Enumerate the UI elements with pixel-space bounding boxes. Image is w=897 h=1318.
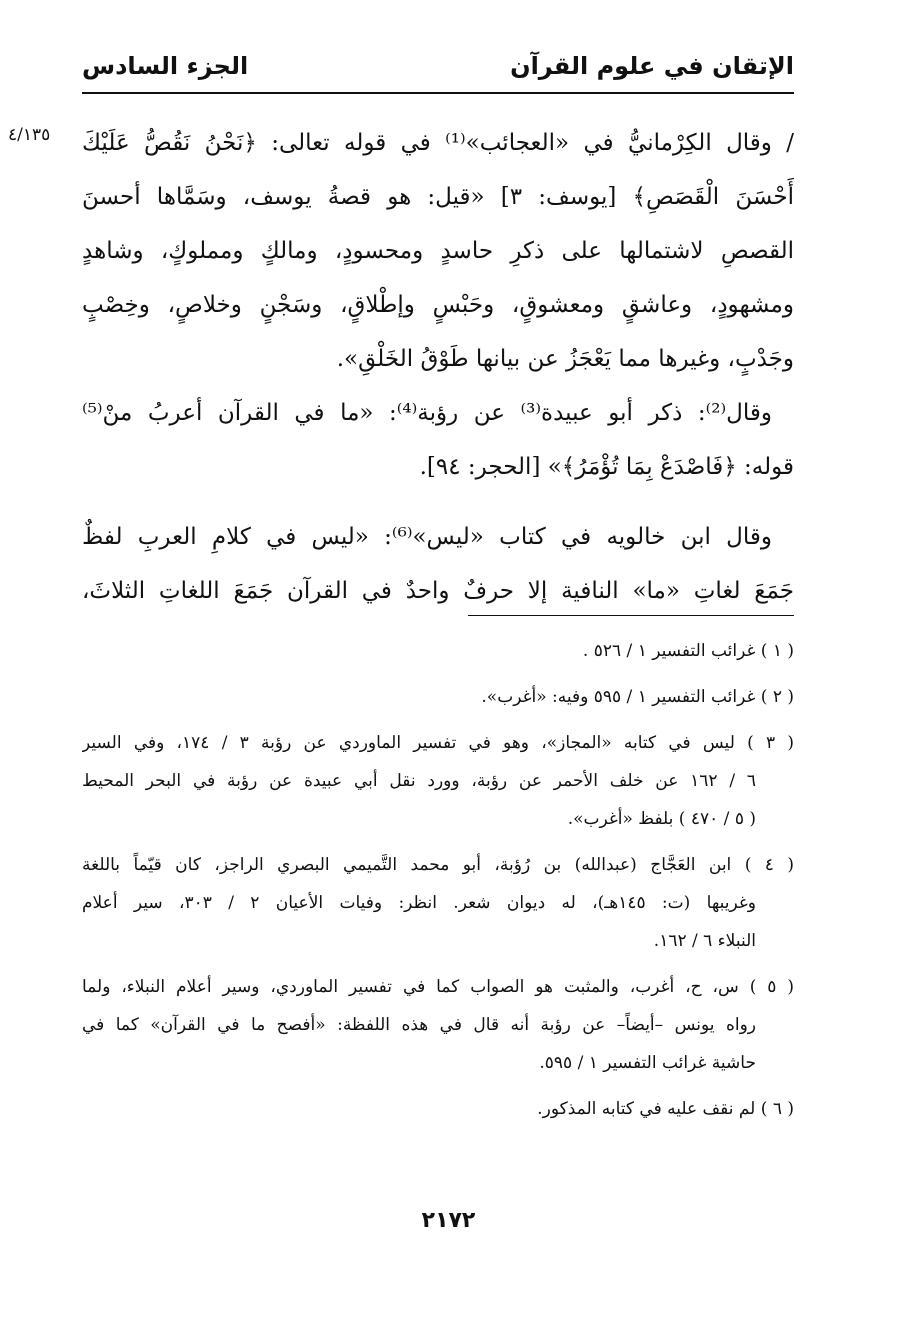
main-text bbox=[82, 116, 794, 618]
footnote-line: ٦ / ١٦٢ عن خلف الأحمر عن رؤبة، وورد نقل أبي عبيدة عن رؤبة في البحر المحيط bbox=[82, 771, 756, 791]
running-header bbox=[82, 48, 794, 88]
footnote-line: النبلاء ٦ / ١٦٢. bbox=[653, 931, 756, 951]
footnote-line: وغريبها (ت: ١٤٥هـ)، له ديوان شعر. انظر: وفيات الأعيان ٢ / ٣٠٣، سير أعلام bbox=[82, 893, 756, 913]
page-number: ٢١٧٢ bbox=[421, 1208, 476, 1233]
text-line: أَحْسَنَ الْقَصَصِ﴾ [يوسف: ٣] «قيل: هو قصةُ يوسف، وسَمَّاها أحسنَ bbox=[82, 184, 794, 210]
footnote-line: رواه يونس –أيضاً– عن رؤبة أنه قال في هذه اللفظة: «أفصح ما في القرآن» كما في bbox=[82, 1015, 756, 1035]
footnote-line: حاشية غرائب التفسير ١ / ٥٩٥. bbox=[539, 1053, 756, 1073]
header-rule bbox=[82, 92, 794, 94]
text-line: / وقال الكِرْمانيُّ في «العجائب»⁽¹⁾ في قوله تعالى: ﴿نَحْنُ نَقُصُّ عَلَيْكَ bbox=[82, 130, 794, 156]
footnote-line: ( ٣ ) ليس في كتابه «المجاز»، وهو في تفسير الماوردي عن رؤبة ٣ / ١٧٤، وفي السير bbox=[82, 733, 794, 753]
footnote-separator bbox=[468, 615, 794, 616]
part-title: الجزء السادس bbox=[82, 52, 249, 80]
footnotes bbox=[82, 632, 794, 1128]
footnote-line: ( ٥ ) س، ح، أغرب، والمثبت هو الصواب كما في تفسير الماوردي، وسير أعلام النبلاء، ولما bbox=[82, 977, 794, 997]
text-line: وجَدْبٍ، وغيرها مما يَعْجَزُ عن بيانها طَوْقُ الخَلْقِ». bbox=[336, 346, 794, 372]
book-title: الإتقان في علوم القرآن bbox=[510, 52, 794, 80]
text-line: قوله: ﴿فَاصْدَعْ بِمَا تُؤْمَرُ﴾» [الحجر: ٩٤]. bbox=[419, 454, 794, 480]
text-line: وقال⁽²⁾: ذكر أبو عبيدة⁽³⁾ عن رؤبة⁽⁴⁾: «ما في القرآن أعربُ منْ⁽⁵⁾ bbox=[82, 400, 772, 426]
margin-reference: ٤/١٣٥ bbox=[8, 125, 51, 145]
text-line: ومشهودٍ، وعاشقٍ ومعشوقٍ، وحَبْسٍ وإطْلاقٍ، وسَجْنٍ وخلاصٍ، وخِصْبٍ bbox=[82, 292, 794, 318]
footnote-line: ( ٢ ) غرائب التفسير ١ / ٥٩٥ وفيه: «أغرب». bbox=[481, 687, 794, 707]
footnote-line: ( ٤ ) ابن العَجَّاج (عبدالله) بن رُؤبة، أبو محمد التَّميمي البصري الراجز، كان قيّماً باللغة bbox=[82, 855, 794, 875]
text-line: وقال ابن خالويه في كتاب «ليس»⁽⁶⁾: «ليس في كلامِ العربِ لفظٌ bbox=[82, 524, 772, 550]
text-line: القصصِ لاشتمالها على ذكرِ حاسدٍ ومحسودٍ، ومالكٍ ومملوكٍ، وشاهدٍ bbox=[82, 238, 794, 264]
footnote-line: ( ١ ) غرائب التفسير ١ / ٥٢٦ . bbox=[582, 641, 794, 661]
footnote-line: ( ٥ / ٤٧٠ ) بلفظ «أغرب». bbox=[567, 809, 756, 829]
text-line: جَمَعَ لغاتِ «ما» النافية إلا حرفٌ واحدٌ في القرآن جَمَعَ اللغاتِ الثلاثَ، bbox=[82, 578, 794, 604]
footnote-line: ( ٦ ) لم نقف عليه في كتابه المذكور. bbox=[537, 1099, 794, 1119]
